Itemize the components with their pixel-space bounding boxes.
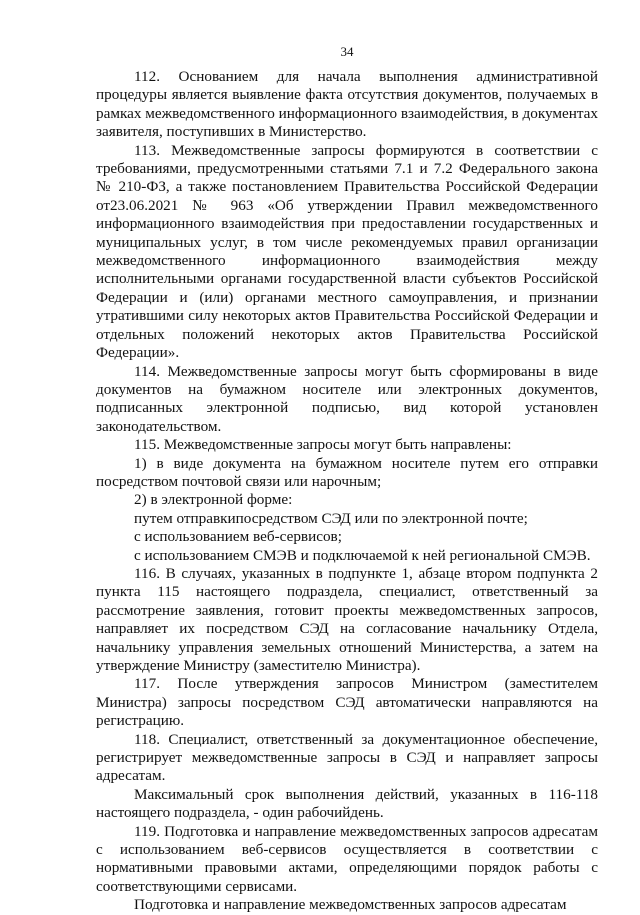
- paragraph-115-item-2: 2) в электронной форме:: [134, 491, 293, 509]
- paragraph-114: 114. Межведомственные запросы могут быть сформированы в виде документов на бумажном носителе или электронных документов, подписанных электронной подписью, вид которой установлен законодательством.: [96, 362, 598, 435]
- paragraph-113: 113. Межведомственные запросы формируются в соответствии с требованиями, предусмотренными статьями 7.1 и 7.2 Федерального закона № 210-ФЗ, а также постановлением Правительства Российской Федерации от23.06.2021 № 963 «Об утверждении Правил межведомственного информационного взаимодействия при предоставлении государственных и муниципальных услуг, в том числе рекомендуемых правил организации межведомственного информационного взаимодействия между исполнительными органами государственной власти субъектов Российской Федерации и (или) органами местного самоуправления, и признании утратившими силу некоторых актов Правительства Российской Федерации и отдельных положений некоторых актов Правительства Российской Федерации».: [96, 141, 598, 362]
- document-body: [96, 68, 598, 915]
- paragraph-119-continuation: Подготовка и направление межведомственных запросов адресатам: [134, 896, 567, 914]
- paragraph-118: 118. Специалист, ответственный за документационное обеспечение, регистрирует межведомственные запросы в СЭД и направляет запросы адресатам.: [96, 730, 598, 785]
- paragraph-115-item-2-sed: путем отправкипосредством СЭД или по электронной почте;: [134, 509, 528, 527]
- page-number: 34: [340, 44, 354, 59]
- paragraph-max-term: Максимальный срок выполнения действий, указанных в 116-118 настоящего подраздела, - один рабочийдень.: [96, 785, 598, 822]
- paragraph-115-item-1: 1) в виде документа на бумажном носителе путем его отправки посредством почтовой связи или нарочным;: [96, 454, 598, 490]
- paragraph-116: 116. В случаях, указанных в подпункте 1, абзаце втором подпункта 2 пункта 115 настоящего подраздела, специалист, ответственный за рассмотрение заявления, готовит проекты межведомственных запросов, направляет их посредством СЭД на согласование начальнику Отдела, начальнику управления земельных отношений Министерства, а затем на утверждение Министру (заместителю Министра).: [96, 564, 598, 674]
- paragraph-115: 115. Межведомственные запросы могут быть направлены:: [134, 436, 512, 454]
- paragraph-115-item-2-web: с использованием веб-сервисов;: [134, 528, 342, 546]
- paragraph-117: 117. После утверждения запросов Министром (заместителем Министра) запросы посредством СЭД автоматически направляются на регистрацию.: [96, 675, 598, 730]
- paragraph-112: 112. Основанием для начала выполнения административной процедуры является выявление факта отсутствия документов, получаемых в рамках межведомственного информационного взаимодействия, в документах заявителя, поступивших в Министерство.: [96, 68, 599, 141]
- paragraph-119: 119. Подготовка и направление межведомственных запросов адресатам с использованием веб-сервисов осуществляется в соответствии с нормативными правовыми актами, определяющими порядок работы с соответствующими сервисами.: [96, 822, 598, 895]
- paragraph-115-item-2-smev: с использованием СМЭВ и подключаемой к ней региональной СМЭВ.: [134, 546, 591, 564]
